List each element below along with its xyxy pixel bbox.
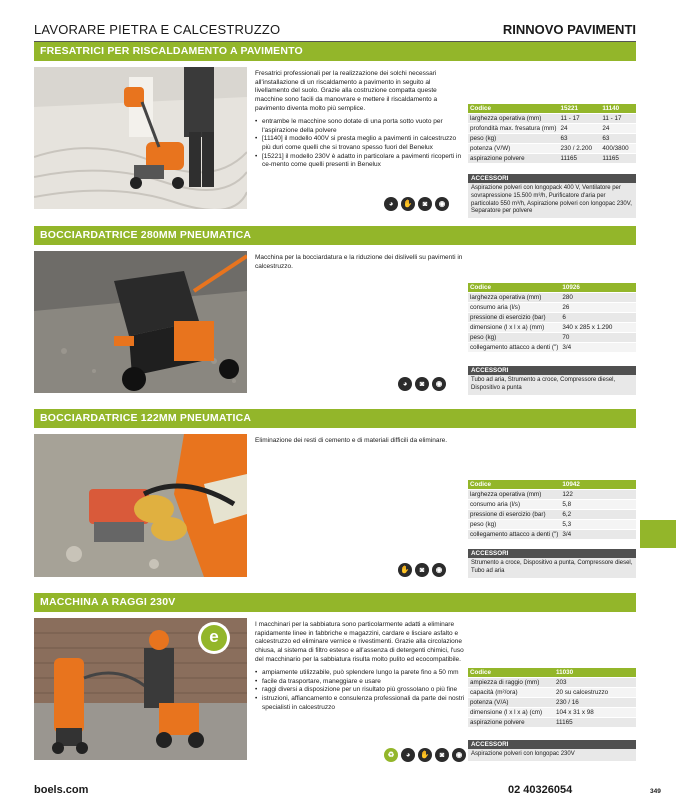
table-header: Codice <box>468 104 558 114</box>
table-cell: consumo aria (l/s) <box>468 303 560 313</box>
list-item: • ampiamente utilizzabile, può splendere lungo la parete fino a 50 mm <box>255 669 465 678</box>
spec-table-4 <box>468 668 636 728</box>
table-cell: 11 - 17 <box>558 114 600 124</box>
helmet-icon: ◙ <box>415 377 429 391</box>
table-cell: larghezza operativa (mm) <box>468 293 560 303</box>
list-item: • [15221] il modello 230V è adatto in particolare a pavimenti ricoperti in ce-mento come quelli presenti in Benelux <box>255 153 465 170</box>
helmet-icon: ◙ <box>415 563 429 577</box>
table-cell: 70 <box>560 333 636 343</box>
accessories-heading: ACCESSORI <box>468 174 636 183</box>
accessories-1 <box>468 174 636 218</box>
list-item: • facile da trasportare, maneggiare e usare <box>255 678 465 687</box>
table-cell: collegamento attacco a denti (") <box>470 344 559 351</box>
table-cell: peso (kg) <box>468 134 558 144</box>
product-intro-1: Fresatrici professionali per la realizzazione dei solchi necessari all'installazione di un riscaldamento a pavimento in seguito al livellamento del suolo. Grazie alla costruzione compatta queste macchine sono facili da manovrare e mettere il riscaldamento a pavimento diventa molto più semplice. <box>255 70 438 112</box>
table-header: 10926 <box>560 283 636 293</box>
table-row <box>468 154 636 164</box>
table-cell: collegamento attacco a denti (") <box>470 531 559 538</box>
table-cell: 3/4 <box>560 343 636 353</box>
table-cell: 5,8 <box>560 500 636 510</box>
product-intro-4: I macchinari per la sabbiatura sono particolarmente adatti a eliminare rapidamente linee in fabbriche e magazzini, cardare e lisciare asfalto e calcestruzzo ed eliminare vernice e rivestimenti. Grazie alla circolazione chiusa, al sistema di filtro esteso e all'assenza di detergenti chimici, l'uso del macchinario per la sabbiatura risulta molto pulito ed ecocompatibile. <box>255 621 464 663</box>
table-cell: 24 <box>558 124 600 134</box>
footer-phone: 02 40326054 <box>508 784 573 796</box>
product-title-4: MACCHINA A RAGGI 230V <box>34 593 636 612</box>
table-cell: 340 x 285 x 1.290 <box>560 323 636 333</box>
table-cell: 203 <box>554 678 636 688</box>
table-row <box>468 530 636 540</box>
product-photo-2 <box>34 251 247 393</box>
table-row <box>468 510 636 520</box>
table-row <box>468 500 636 510</box>
table-header: Codice <box>468 480 560 490</box>
table-cell: potenza (V/A) <box>468 698 554 708</box>
eco-icon: ♻ <box>384 748 398 762</box>
helmet-icon: ◙ <box>418 197 432 211</box>
side-tab <box>640 520 676 548</box>
accessories-2 <box>468 366 636 395</box>
list-item: • entrambe le macchine sono dotate di una porta sotto vuoto per l'aspirazione della polvere <box>255 118 465 135</box>
accessories-4 <box>468 740 636 761</box>
table-cell: potenza (V/W) <box>468 144 558 154</box>
table-header: 11030 <box>554 668 636 678</box>
ear-protection-icon: ◕ <box>401 748 415 762</box>
table-cell: 6,2 <box>560 510 636 520</box>
table-row <box>468 144 636 154</box>
table-row <box>468 134 636 144</box>
table-header: 10942 <box>560 480 636 490</box>
table-row <box>468 520 636 530</box>
table-cell: 63 <box>600 134 636 144</box>
accessories-3 <box>468 549 636 578</box>
table-cell: 11165 <box>558 154 600 164</box>
ear-protection-icon: ◕ <box>398 377 412 391</box>
table-row <box>468 678 636 688</box>
table-row <box>468 698 636 708</box>
table-cell: 5,3 <box>560 520 636 530</box>
accessories-heading: ACCESSORI <box>468 549 636 558</box>
table-header: Codice <box>468 283 560 293</box>
table-cell: pressione di esercizio (bar) <box>468 510 560 520</box>
safety-icons-2 <box>398 377 446 391</box>
product-photo-4 <box>34 618 247 760</box>
table-cell: 11165 <box>554 718 636 728</box>
hand-protection-icon: ✋ <box>418 748 432 762</box>
product-photo-1 <box>34 67 247 209</box>
accessories-list: Strumento a croce, Dispositivo a punta, Compressore diesel, Tubo ad aria <box>468 558 636 578</box>
table-cell: larghezza operativa (mm) <box>468 114 558 124</box>
table-row <box>468 490 636 500</box>
ear-protection-icon: ◕ <box>384 197 398 211</box>
table-cell: consumo aria (l/s) <box>468 500 560 510</box>
product-bullets-4 <box>255 669 465 712</box>
table-row <box>468 114 636 124</box>
mask-icon: ◉ <box>432 377 446 391</box>
spec-table-1 <box>468 104 636 164</box>
list-item: • istruzioni, affiancamento e consulenza professionali da parte dei nostri specialisti in calcestruzzo <box>255 695 465 712</box>
table-cell: 11 - 17 <box>600 114 636 124</box>
product-desc-3 <box>255 437 465 451</box>
list-item: • [11140] il modello 400V si presta meglio a pavimenti in calcestruzzo più duri come quelli che si trovano spesso fuori del Benelux <box>255 135 465 152</box>
product-desc-4 <box>255 621 465 712</box>
table-row <box>468 124 636 134</box>
table-row <box>468 323 636 333</box>
safety-icons-3 <box>398 563 446 577</box>
table-cell: 63 <box>558 134 600 144</box>
product-title-3: BOCCIARDATRICE 122MM PNEUMATICA <box>34 409 636 428</box>
product-desc-1 <box>255 70 465 170</box>
table-row <box>468 313 636 323</box>
hand-protection-icon: ✋ <box>398 563 412 577</box>
spec-table-3 <box>468 480 636 540</box>
table-cell: 280 <box>560 293 636 303</box>
table-cell: 11165 <box>600 154 636 164</box>
accessories-heading: ACCESSORI <box>468 366 636 375</box>
table-cell: capacità (m²/ora) <box>468 688 554 698</box>
product-intro-2: Macchina per la bocciardatura e la riduzione dei dislivelli su pavimenti in calcestruzzo. <box>255 254 463 270</box>
table-header: 11140 <box>600 104 636 114</box>
table-row <box>468 333 636 343</box>
table-cell: profondità max. fresatura (mm) <box>470 125 557 132</box>
table-cell: larghezza operativa (mm) <box>468 490 560 500</box>
section-title: RINNOVO PAVIMENTI <box>502 22 636 37</box>
table-cell: 104 x 31 x 98 <box>554 708 636 718</box>
product-title-2: BOCCIARDATRICE 280MM PNEUMATICA <box>34 226 636 245</box>
spec-table-2 <box>468 283 636 353</box>
table-cell: 230 / 2.200 <box>558 144 600 154</box>
table-cell: dimensione (l x l x a) (cm) <box>468 708 554 718</box>
table-cell: 122 <box>560 490 636 500</box>
page-number: 349 <box>650 788 661 795</box>
helmet-icon: ◙ <box>435 748 449 762</box>
product-bullets-1 <box>255 118 465 170</box>
table-row <box>468 708 636 718</box>
table-row <box>468 343 636 353</box>
table-cell: 24 <box>600 124 636 134</box>
table-cell: peso (kg) <box>468 333 560 343</box>
table-row <box>468 293 636 303</box>
safety-icons-4 <box>384 748 466 762</box>
table-cell: 6 <box>560 313 636 323</box>
table-header: Codice <box>468 668 554 678</box>
table-cell: ampiezza di raggio (mm) <box>468 678 554 688</box>
product-intro-3: Eliminazione dei resti di cemento e di materiali difficili da eliminare. <box>255 437 448 444</box>
accessories-list: Aspirazione polveri con longopac 230V <box>468 749 636 761</box>
category-title: LAVORARE PIETRA E CALCESTRUZZO <box>34 22 281 37</box>
hand-protection-icon: ✋ <box>401 197 415 211</box>
mask-icon: ◉ <box>435 197 449 211</box>
accessories-list: Aspirazione polveri con longopack 400 V, Ventilatore per sovrapressione 15.500 m³/h, Purificatore d'aria per particolato 550 m³/h, Aspirazione polveri con longopac 230V, Separatore per polvere <box>468 183 636 218</box>
table-row <box>468 718 636 728</box>
product-title-1: FRESATRICI PER RISCALDAMENTO A PAVIMENTO <box>34 42 636 61</box>
accessories-heading: ACCESSORI <box>468 740 636 749</box>
table-cell: 26 <box>560 303 636 313</box>
list-item: • raggi diversi a disposizione per un risultato più grossolano o più fine <box>255 686 465 695</box>
product-desc-2 <box>255 254 465 276</box>
table-cell: 400/3800 <box>600 144 636 154</box>
footer-website[interactable]: boels.com <box>34 784 89 796</box>
accessories-list: Tubo ad aria, Strumento a croce, Compressore diesel, Dispositivo a punta <box>468 375 636 395</box>
table-cell: aspirazione polvere <box>468 718 554 728</box>
table-row <box>468 303 636 313</box>
table-cell: dimensione (l x l x a) (mm) <box>468 323 560 333</box>
eco-badge: e <box>209 627 219 646</box>
table-cell: aspirazione polvere <box>468 154 558 164</box>
table-row <box>468 688 636 698</box>
table-header: 15221 <box>558 104 600 114</box>
table-cell: peso (kg) <box>468 520 560 530</box>
mask-icon: ◉ <box>452 748 466 762</box>
table-cell: 20 su calcestruzzo <box>554 688 636 698</box>
mask-icon: ◉ <box>432 563 446 577</box>
page-header <box>34 22 636 42</box>
table-cell: 230 / 16 <box>554 698 636 708</box>
table-cell: pressione di esercizio (bar) <box>468 313 560 323</box>
safety-icons-1 <box>384 197 449 211</box>
product-photo-3 <box>34 434 247 577</box>
table-cell: 3/4 <box>560 530 636 540</box>
